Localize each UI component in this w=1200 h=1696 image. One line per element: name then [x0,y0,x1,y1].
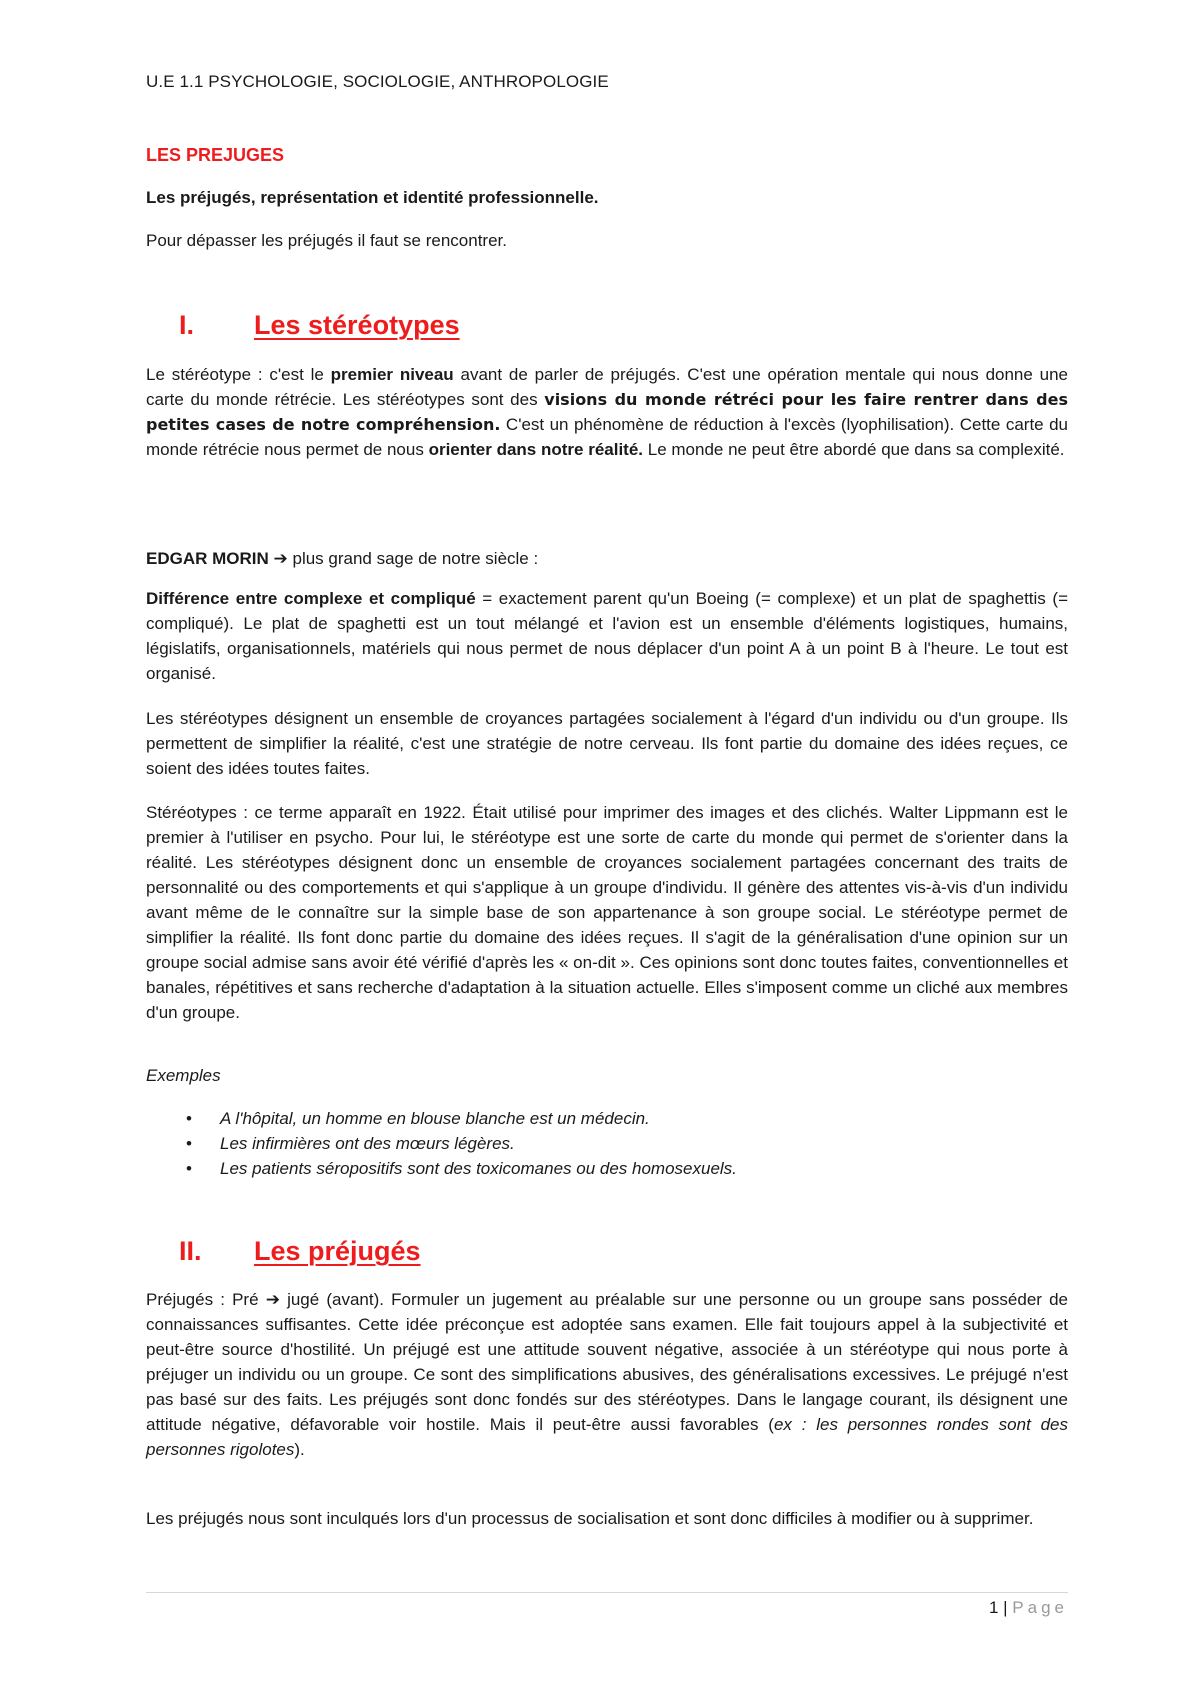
section-heading-stereotypes [179,310,460,341]
paragraph-croyances: Les stéréotypes désignent un ensemble de croyances partagées socialement à l'égard d'un individu ou d'un groupe. Ils permettent de simplifier la réalité, c'est une stratégie de notre cerveau. Ils font partie du domaine des idées reçues, ce soient des idées toutes faites. [146,709,1068,778]
paragraph-socialisation: Les préjugés nous sont inculqués lors d'un processus de socialisation et sont donc difficiles à modifier ou à supprimer. [146,1509,1034,1528]
italic-run: ex : les personnes rondes sont des personnes rigolotes [146,1415,1068,1459]
page-number: 1 [988,1598,999,1617]
section-label: Les préjugés [254,1236,421,1266]
text-run: = exactement parent qu'un Boeing (= complexe) et un plat de spaghettis (= compliqué). Le plat de spaghetti est un tout mélangé et l'avion est un ensemble d'éléments logistiques, humains, législatifs, organisationnels, matériels qui nous permet de nous déplacer d'un point A à un point B à l'heure. Le tout est organisé. [146,589,1069,683]
text-run: avant de parler de préjugés. C'est une opération mentale qui nous donne une carte du monde rétrécie. Les stéréotypes sont des [146,365,1068,409]
text-run: jugé (avant). Formuler un jugement au préalable sur une personne ou un groupe sans posséder de connaissances suffisantes. Cette idée préconçue est adoptée sans examen. Elle fait toujours appel à la subjectivité et peut-être source d'hostilité. Un préjugé est une attitude souvent négative, associée à un stéréotype qui nous porte à préjuger un individu ou un groupe. Ce sont des simplifications abusives, des généralisations excessives. Le préjugé n'est pas basé sur des faits. Les préjugés sont donc fondés sur des stéréotypes. Dans le langage courant, ils désignent une attitude négative, défavorable voir hostile. Mais il peut-être aussi favorables ( [146,1290,1068,1434]
paragraph-lippmann: Stéréotypes : ce terme apparaît en 1922. Était utilisé pour imprimer des images et des clichés. Walter Lippmann est le premier à l'utiliser en psycho. Pour lui, le stéréotype est une sorte de carte du monde qui permet de s'orienter dans la réalité. Les stéréotypes désignent donc un ensemble de croyances socialement partagées concernant des traits de personnalité ou des comportements et qui s'applique à un groupe d'individu. Il génère des attentes vis-à-vis d'un individu avant même de le connaître sur la simple base de son appartenance à son groupe social. Le stéréotype permet de simplifier la réalité. Ils font donc partie du domaine des idées reçues. Il s'agit de la généralisation d'une opinion sur un groupe social admise sans avoir été vérifié d'après les « on-dit ». Ces opinions sont donc toutes faites, conventionnelles et banales, répétitives et sans recherche d'adaptation à la situation actuelle. Elles s'imposent comme un cliché aux membres d'un groupe. [146,803,1068,1022]
text-run: C'est un phénomène de réduction à l'excès (lyophilisation). Cette carte du monde rétrécie nous permet de nous [146,415,1068,459]
document-title: LES PREJUGES [146,145,285,165]
bold-run: premier niveau [330,365,454,384]
examples-list [146,1106,737,1181]
arrow-icon: ➔ [265,1290,280,1309]
text-run: Préjugés : Pré [146,1290,266,1309]
footer-separator: | [1003,1598,1008,1617]
footer-divider [146,1592,1068,1593]
bold-run: orienter dans notre réalité. [428,440,644,459]
paragraph-prejuges-definition [146,1287,1068,1462]
paragraph-stereotype-definition [146,362,1068,462]
list-item-text: Les infirmières ont des mœurs légères. [220,1134,515,1153]
text-run: Le monde ne peut être abordé que dans sa complexité. [643,440,1065,459]
list-item [146,1156,737,1181]
list-item [146,1106,737,1131]
bold-run: Différence entre complexe et compliqué [146,589,476,608]
paragraph-edgar-morin [146,546,1068,571]
section-number: I. [179,310,195,340]
examples-label: Exemples [146,1066,221,1085]
list-item-text: Les patients séropositifs sont des toxicomanes ou des homosexuels. [220,1159,737,1178]
page-word: Page [1012,1598,1068,1617]
bold-run: visions du monde rétréci pour les faire rentrer dans des petites cases de notre compréhension. [146,390,1068,434]
list-item-text: A l'hôpital, un homme en blouse blanche est un médecin. [220,1109,650,1128]
section-heading-prejuges [179,1236,421,1267]
intro-line: Pour dépasser les préjugés il faut se rencontrer. [146,231,507,250]
author-name: EDGAR MORIN [146,549,269,568]
text-run: plus grand sage de notre siècle : [287,549,539,568]
list-item [146,1131,737,1156]
arrow-icon: ➔ [273,549,288,568]
page-footer [989,1598,1068,1618]
document-subtitle: Les préjugés, représentation et identité professionnelle. [146,188,599,207]
section-number: II. [179,1236,202,1266]
page-header: U.E 1.1 PSYCHOLOGIE, SOCIOLOGIE, ANTHROPOLOGIE [146,72,609,91]
section-label: Les stéréotypes [254,310,460,340]
text-run: ). [294,1440,305,1459]
bullet-icon: • [186,1109,192,1128]
paragraph-complexe-complique [146,586,1068,686]
bullet-icon: • [186,1159,192,1178]
text-run: Le stéréotype : c'est le [146,365,331,384]
bullet-icon: • [186,1134,192,1153]
